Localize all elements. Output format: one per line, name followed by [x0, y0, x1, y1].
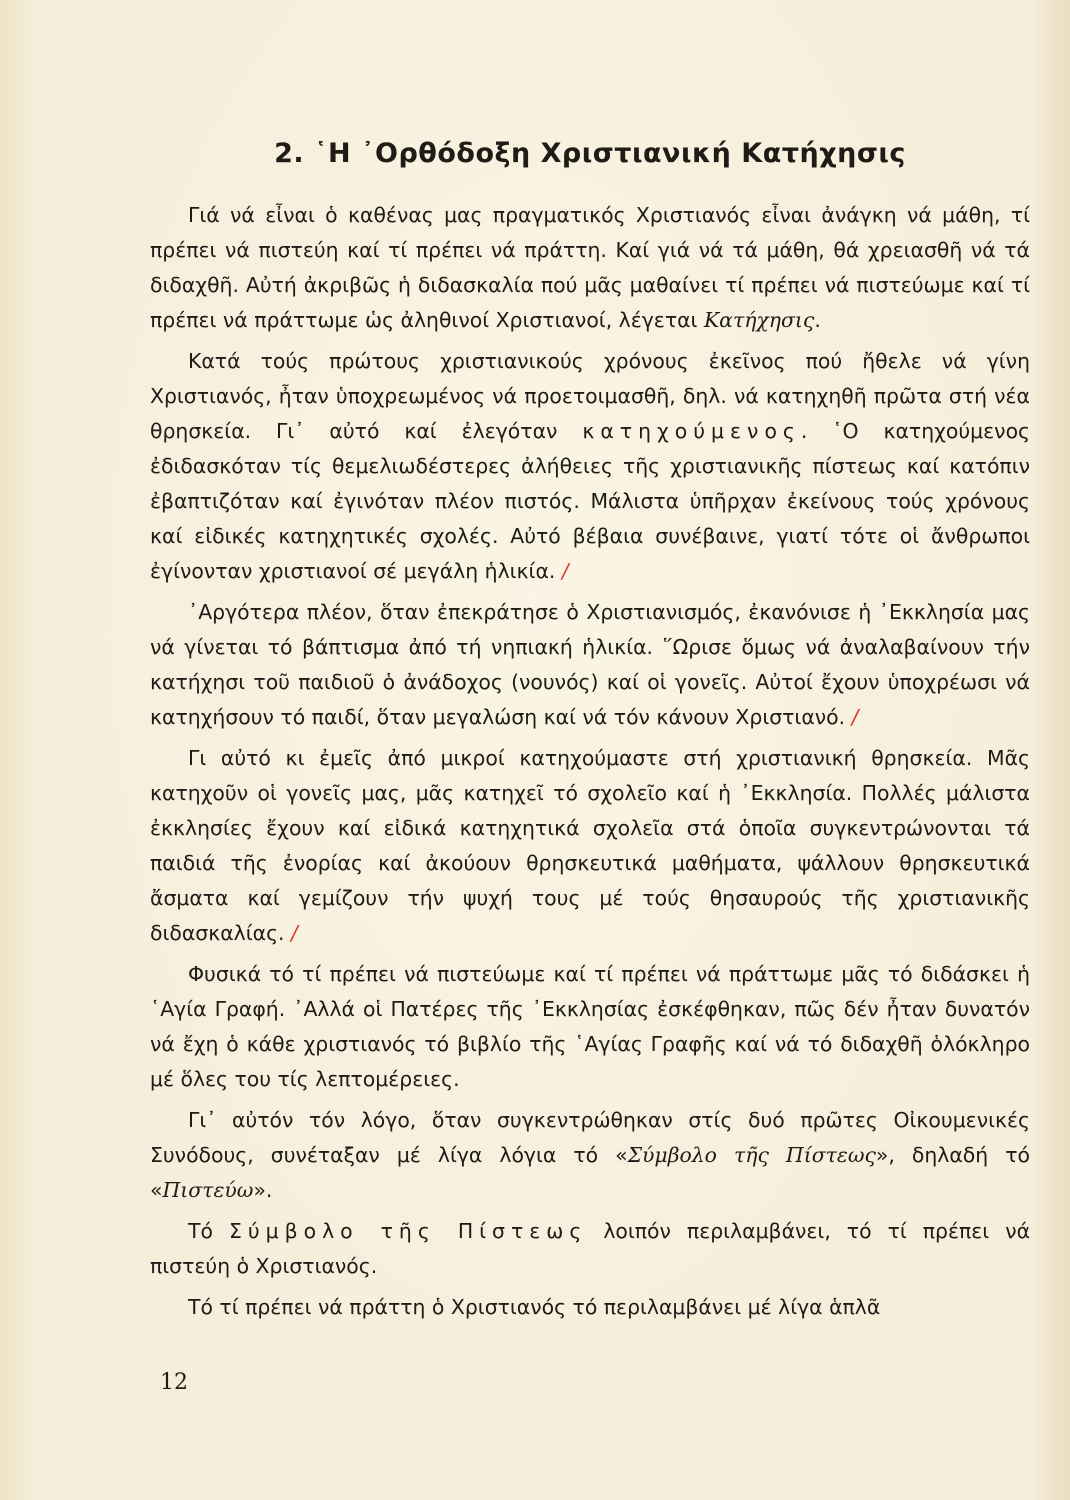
paragraph-1 [150, 198, 1030, 338]
symvolo-spaced-term: Σύμβολο τῆς Πίστεως [228, 1219, 588, 1243]
chapter-title: 2. ῾Η ᾿Ορθόδοξη Χριστιανική Κατήχησις [274, 138, 906, 169]
paragraph-1-text: Γιά νά εἶναι ὁ καθένας μας πραγματικός Χριστιανός εἶναι ἀνάγκη νά μάθη, τί πρέπει νά πιστεύη καί τί πρέπει νά πράττη. Καί γιά νά τά μάθη, θά χρειασθῆ νά τά διδαχθῆ. Αὐτή ἀκριβῶς ἡ διδασκαλία πού μᾶς μαθαίνει τί πρέπει νά πιστεύωμε καί τί πρέπει νά πράττωμε ὡς ἀληθινοί Χριστιανοί, λέγεται [150, 203, 1030, 332]
red-pencil-mark: / [561, 559, 569, 583]
paragraph-7-start: Τό [188, 1219, 213, 1243]
paragraph-8 [150, 1290, 1030, 1325]
paragraph-5 [150, 957, 1030, 1097]
paragraph-2-text-continued: . ῾Ο κατηχούμενος ἐδιδασκόταν τίς θεμελιωδέστερες ἀλήθειες τῆς χριστιανικῆς πίστεως καί κατόπιν ἐβαπτιζόταν καί ἐγινόταν πλέον πιστός. Μάλιστα ὑπῆρχαν ἐκείνους τούς χρόνους καί εἰδικές κατηχητικές σχολές. Αὐτό βέβαια συνέβαινε, γιατί τότε οἱ ἄνθρωποι ἐγίνονταν χριστιανοί σέ μεγάλη ἡλικία. [150, 419, 1031, 583]
body-text [150, 198, 1030, 1331]
paragraph-3-text: ᾿Αργότερα πλέον, ὅταν ἐπεκράτησε ὁ Χριστιανισμός, ἐκανόνισε ἡ ᾿Εκκλησία μας νά γίνεται τό βάπτισμα ἀπό τή νηπιακή ἡλικία. ῞Ωρισε ὅμως νά ἀναλαβαίνουν τήν κατήχησι τοῦ παιδιοῦ ὁ ἀνάδοχος (νουνός) καί οἱ γονεῖς. Αὐτοί ἔχουν ὑποχρέωσι νά κατηχήσουν τό παιδί, ὅταν μεγαλώση καί νά τόν κάνουν Χριστιανό. [150, 600, 1030, 729]
paragraph-8-text: Τό τί πρέπει νά πράττη ὁ Χριστιανός τό περιλαμβάνει μέ λίγα ἁπλᾶ [188, 1295, 881, 1319]
katichoumenos-spaced-term: κατηχούμενος [582, 419, 801, 443]
paragraph-2 [150, 344, 1030, 589]
paragraph-5-text: Φυσικά τό τί πρέπει νά πιστεύωμε καί τί πρέπει νά πράττωμε μᾶς τό διδάσκει ἡ ῾Αγία Γραφή. ᾿Αλλά οἱ Πατέρες τῆς ᾿Εκκλησίας ἐσκέφθηκαν, πῶς δέν ἦταν δυνατόν νά ἔχη ὁ κάθε χριστιανός τό βιβλίο τῆς ῾Αγίας Γραφῆς καί νά τό διδαχθῆ ὁλόκληρο μέ ὅλες του τίς λεπτομέρειες. [150, 962, 1030, 1091]
paragraph-4-text: Γι αὐτό κι ἐμεῖς ἀπό μικροί κατηχούμαστε στή χριστιανική θρησκεία. Μᾶς κατηχοῦν οἱ γονεῖς μας, μᾶς κατηχεῖ τό σχολεῖο καί ἡ ᾿Εκκλησία. Πολλές μάλιστα ἐκκλησίες ἔχουν καί εἰδικά κατηχητικά σχολεῖα στά ὁποῖα συγκεντρώνονται τά παιδιά τῆς ἐνορίας καί ἀκούουν θρησκευτικά μαθήματα, ψάλλουν θρησκευτικά ἄσματα καί γεμίζουν τήν ψυχή τους μέ τούς θησαυρούς τῆς χριστιανικῆς διδασκαλίας. [150, 746, 1030, 945]
paragraph-6-middle: », δηλαδή τό « [150, 1143, 1030, 1202]
paragraph-3 [150, 595, 1030, 735]
red-pencil-mark: / [851, 705, 859, 729]
paragraph-7 [150, 1214, 1030, 1284]
symvolo-pisteos-italic: Σύμβολο τῆς Πίστεως [627, 1143, 876, 1167]
red-pencil-mark: / [291, 921, 298, 945]
paragraph-7-text: λοιπόν περιλαμβάνει, τό τί πρέπει νά πιστεύη ὁ Χριστιανός. [150, 1219, 1031, 1278]
paragraph-6-end: ». [253, 1178, 273, 1202]
paragraph-2-text: Κατά τούς πρώτους χριστιανικούς χρόνους ἐκεῖνος πού ἤθελε νά γίνη Χριστιανός, ἦταν ὑποχρεωμένος νά προετοιμασθῆ, δηλ. νά κατηχηθῆ πρῶτα στή νέα θρησκεία. Γι᾿ αὐτό καί ἐλεγόταν [150, 349, 1030, 443]
katichisis-italic-term: Κατήχησις [703, 308, 815, 332]
paragraph-4 [150, 741, 1030, 951]
page-number: 12 [160, 1370, 188, 1395]
paragraph-6-text: Γι᾿ αὐτόν τόν λόγο, ὅταν συγκεντρώθηκαν στίς δυό πρῶτες Οἰκουμενικές Συνόδους, συνέταξαν μέ λίγα λόγια τό « [150, 1108, 1030, 1167]
paragraph-6 [150, 1103, 1030, 1208]
paragraph-1-end: . [814, 308, 821, 332]
pistevo-italic: Πιστεύω [162, 1178, 254, 1202]
